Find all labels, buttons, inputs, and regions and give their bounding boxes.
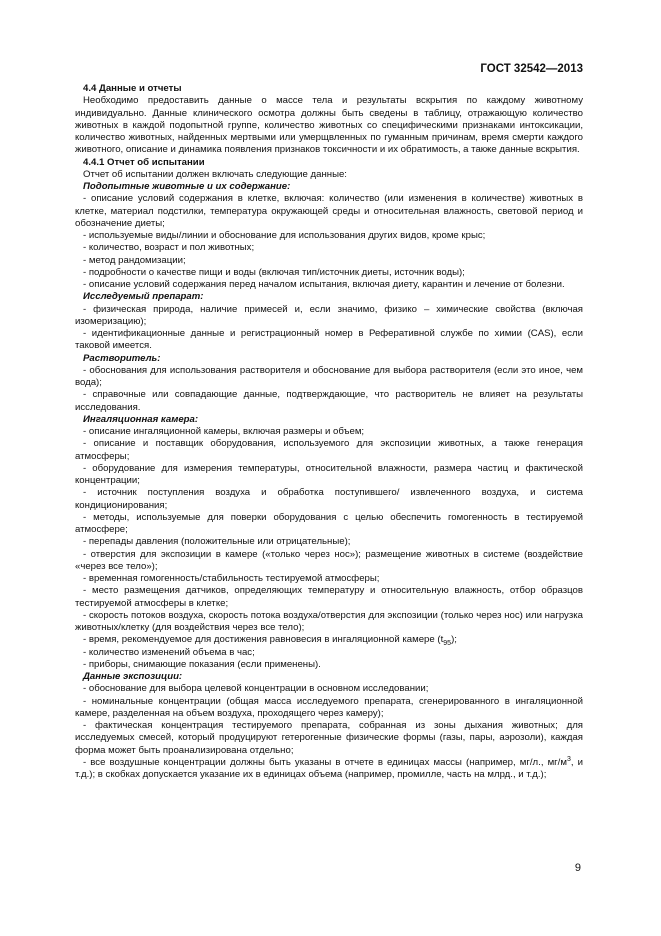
list-item: - количество изменений объема в час;: [83, 646, 255, 658]
list-item-text: );: [451, 634, 457, 646]
exposure-heading: Данные экспозиции:: [83, 671, 183, 682]
list-item: - подробности о качестве пищи и воды (включая тип/источник диеты, источник воды);: [83, 266, 465, 278]
chamber-heading: Ингаляционная камера:: [83, 413, 199, 425]
list-item: - количество, возраст и пол животных;: [83, 242, 255, 254]
list-item: - описание условий содержания перед началом испытания, включая диету, карантин и лечение от болезни.: [83, 279, 565, 290]
list-item: - справочные или совпадающие данные, подтверждающие, что растворитель не влияет на результаты исследования.: [75, 389, 583, 413]
list-item: - фактическая концентрация тестируемого препарата, собранная из зоны дыхания животных; для исследуемых смесей, который продуцируют гетерогенные физические формы (газы, пары, аэрозоли), каждая форма может быть проанализирована отдельно;: [75, 720, 583, 756]
page-number: 9: [574, 862, 581, 874]
list-item: - описание и поставщик оборудования, используемого для экспозиции животных, а также генерация атмосферы;: [75, 438, 583, 462]
list-item-text: , и т.д.); в скобках допускается указание их в единицах объема (например, промилле, часть на млрд., и т.д.);: [75, 756, 583, 780]
section-title: 4.4 Данные и отчеты: [83, 83, 182, 94]
list-item: - метод рандомизации;: [83, 254, 186, 266]
list-item-text: - все воздушные концентрации должны быть указаны в отчете в единицах массы (например, мг/л., мг/м: [83, 756, 567, 768]
list-item: - описание ингаляционной камеры, включая размеры и объем;: [83, 426, 365, 437]
subsection-title: 4.4.1 Отчет об испытании: [83, 156, 205, 168]
list-item: - источник поступления воздуха и обработка поступившего/ извлеченного воздуха, и система кондиционирования;: [75, 487, 583, 511]
list-item: - оборудование для измерения температуры, относительной влажности, размера частиц и фактической концентрации;: [75, 462, 583, 486]
test-substance-heading: Исследуемый препарат:: [83, 291, 204, 303]
list-item-equilibrium-time: [75, 634, 583, 646]
list-item: - перепады давления (положительные или отрицательные);: [83, 536, 351, 548]
list-item: - методы, используемые для поверки оборудования с целью обеспечить гомогенность в тестируемой атмосфере;: [75, 511, 583, 535]
section-intro: Необходимо предоставить данные о массе тела и результаты вскрытия по каждому животному индивидуально. Данные клинического осмотра должны быть сведены в таблицу, отражающую количество животных в каждой подопытной группе, количество животных со специфическими признаками интоксикации, количество животных, найденных мертвыми или умерщвленных по гуманным причинам, время смерти каждого животного, описание и динамика появления признаков токсичности и их обратимость, а также данные вскрытия.: [75, 95, 583, 156]
list-item: - место размещения датчиков, определяющих температуру и относительную влажность, отбор образцов тестируемой атмосферы в клетке;: [75, 585, 583, 609]
list-item-text: - время, рекомендуемое для достижения равновесия в ингаляционной камере (t: [83, 634, 444, 646]
list-item: - физическая природа, наличие примесей и, если значимо, физико – химические свойства (включая изомеризацию);: [75, 303, 583, 327]
subscript: 95: [443, 640, 452, 648]
document-body: [75, 83, 583, 781]
list-item: - идентификационные данные и регистрационный номер в Реферативной службе по химии (CAS), если таковой имеется.: [75, 328, 583, 352]
list-item: - обоснования для использования растворителя и обоснование для выбора растворителя (если это иное, чем вода);: [75, 364, 583, 388]
list-item: - обоснование для выбора целевой концентрации в основном исследовании;: [83, 683, 429, 695]
standard-header: ГОСТ 32542—2013: [480, 63, 583, 75]
superscript: 3: [566, 755, 571, 763]
vehicle-heading: Растворитель:: [83, 352, 161, 364]
subsection-intro: Отчет об испытании должен включать следующие данные:: [83, 168, 347, 180]
animals-heading: Подопытные животные и их содержание:: [83, 181, 291, 192]
list-item: - описание условий содержания в клетке, включая: количество (или изменения в количестве) животных в клетке, материал подстилки, температура окружающей среды и относительная влажность, световой период и обозначение диеты;: [75, 193, 583, 229]
list-item: - приборы, снимающие показания (если применены).: [83, 658, 321, 670]
list-item: - временная гомогенность/стабильность тестируемой атмосферы;: [83, 573, 380, 584]
list-item: - отверстия для экспозиции в камере («только через нос»); размещение животных в системе (воздействие «через все тело»);: [75, 548, 583, 572]
list-item: - номинальные концентрации (общая масса исследуемого препарата, сгенерированного в ингаляционной камере, разделенная на объем воздуха, проходящего через камеру);: [75, 695, 583, 719]
list-item: - используемые виды/линии и обоснование для использования других видов, кроме крыс;: [83, 230, 486, 241]
list-item-air-concentrations: [75, 757, 583, 782]
list-item: - скорость потоков воздуха, скорость потока воздуха/отверстия для экспозиции (только через нос) или нагрузка животных/клетку (для воздействия через все тело);: [75, 609, 583, 633]
